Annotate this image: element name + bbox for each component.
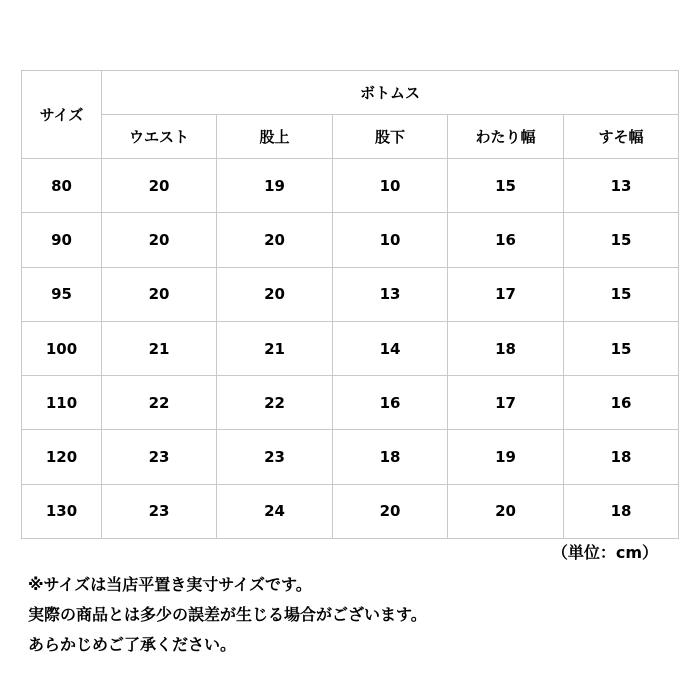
table-row (22, 430, 679, 484)
note-line: ※サイズは当店平置き実寸サイズです。 (28, 575, 312, 594)
table-cell: 20 (102, 213, 217, 267)
bottoms-group-header: ボトムス (102, 71, 679, 115)
column-header-rise: 股上 (217, 115, 333, 159)
table-cell: 18 (564, 484, 679, 538)
size-cell: 120 (22, 430, 102, 484)
table-cell: 13 (333, 267, 448, 321)
table-cell: 16 (448, 213, 564, 267)
table-cell: 17 (448, 267, 564, 321)
size-cell: 90 (22, 213, 102, 267)
table-cell: 20 (333, 484, 448, 538)
unit-note: （単位：cm） (551, 543, 658, 562)
table-cell: 21 (217, 321, 333, 375)
table-cell: 18 (448, 321, 564, 375)
note-line: 実際の商品とは多少の誤差が生じる場合がございます。 (28, 605, 427, 624)
table-row (22, 484, 679, 538)
table-cell: 15 (564, 267, 679, 321)
table-cell: 20 (448, 484, 564, 538)
column-header-inseam: 股下 (333, 115, 448, 159)
table-cell: 15 (564, 213, 679, 267)
table-cell: 20 (217, 213, 333, 267)
size-cell: 110 (22, 376, 102, 430)
table-cell: 22 (217, 376, 333, 430)
table-cell: 16 (564, 376, 679, 430)
table-cell: 10 (333, 213, 448, 267)
column-header-thigh-width: わたり幅 (448, 115, 564, 159)
table-cell: 19 (448, 430, 564, 484)
table-cell: 20 (102, 159, 217, 213)
table-cell: 18 (564, 430, 679, 484)
size-cell: 100 (22, 321, 102, 375)
table-cell: 10 (333, 159, 448, 213)
notes-block (28, 570, 427, 660)
table-row (22, 267, 679, 321)
size-chart-table (21, 70, 679, 539)
table-cell: 16 (333, 376, 448, 430)
table-cell: 17 (448, 376, 564, 430)
column-header-hem-width: すそ幅 (564, 115, 679, 159)
note-line: あらかじめご了承ください。 (28, 635, 237, 654)
size-header: サイズ (22, 71, 102, 159)
table-cell: 14 (333, 321, 448, 375)
table-cell: 24 (217, 484, 333, 538)
table-row (22, 321, 679, 375)
size-cell: 95 (22, 267, 102, 321)
table-row (22, 159, 679, 213)
column-header-waist: ウエスト (102, 115, 217, 159)
table-row (22, 213, 679, 267)
table-cell: 23 (102, 484, 217, 538)
table-cell: 23 (217, 430, 333, 484)
table-cell: 23 (102, 430, 217, 484)
table-cell: 18 (333, 430, 448, 484)
table-cell: 15 (448, 159, 564, 213)
table-cell: 20 (217, 267, 333, 321)
table-cell: 21 (102, 321, 217, 375)
table-cell: 22 (102, 376, 217, 430)
table-row (22, 376, 679, 430)
table-cell: 20 (102, 267, 217, 321)
table-cell: 19 (217, 159, 333, 213)
size-cell: 80 (22, 159, 102, 213)
size-cell: 130 (22, 484, 102, 538)
table-cell: 15 (564, 321, 679, 375)
table-cell: 13 (564, 159, 679, 213)
